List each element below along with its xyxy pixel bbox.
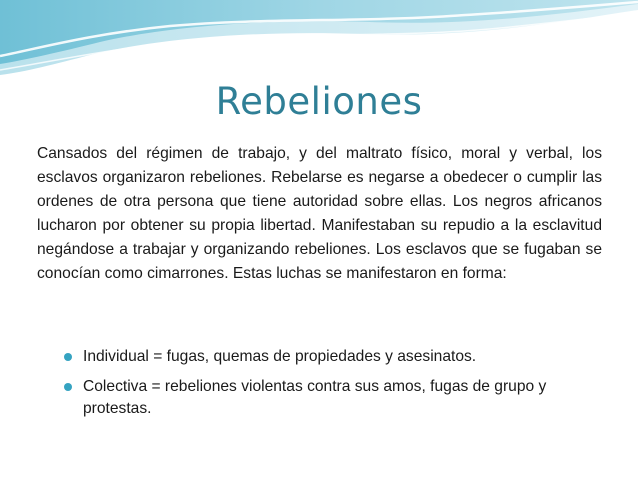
list-item [64, 376, 602, 420]
bullet-list [64, 346, 602, 428]
list-item [64, 346, 602, 368]
slide-title: Rebeliones [215, 80, 423, 123]
bullet-dot-icon [64, 353, 72, 361]
body-paragraph: Cansados del régimen de trabajo, y del maltrato físico, moral y verbal, los esclavos organizaron rebeliones. Rebelarse es negarse a obedecer o cumplir las ordenes de otra persona que tiene autoridad sobre ellas. Los negros africanos lucharon por obtener su propia libertad. Manifestaban su repudio a la esclavitud negándose a trabajar y organizando rebeliones. Los esclavos que se fugaban se conocían como cimarrones. Estas luchas se manifestaron en forma: [37, 145, 602, 282]
bullet-dot-icon [64, 383, 72, 391]
bullet-text-colectiva: Colectiva = rebeliones violentas contra sus amos, fugas de grupo y protestas. [83, 378, 547, 417]
wave-header-decoration [0, 0, 638, 75]
bullet-text-individual: Individual = fugas, quemas de propiedades y asesinatos. [83, 348, 477, 365]
